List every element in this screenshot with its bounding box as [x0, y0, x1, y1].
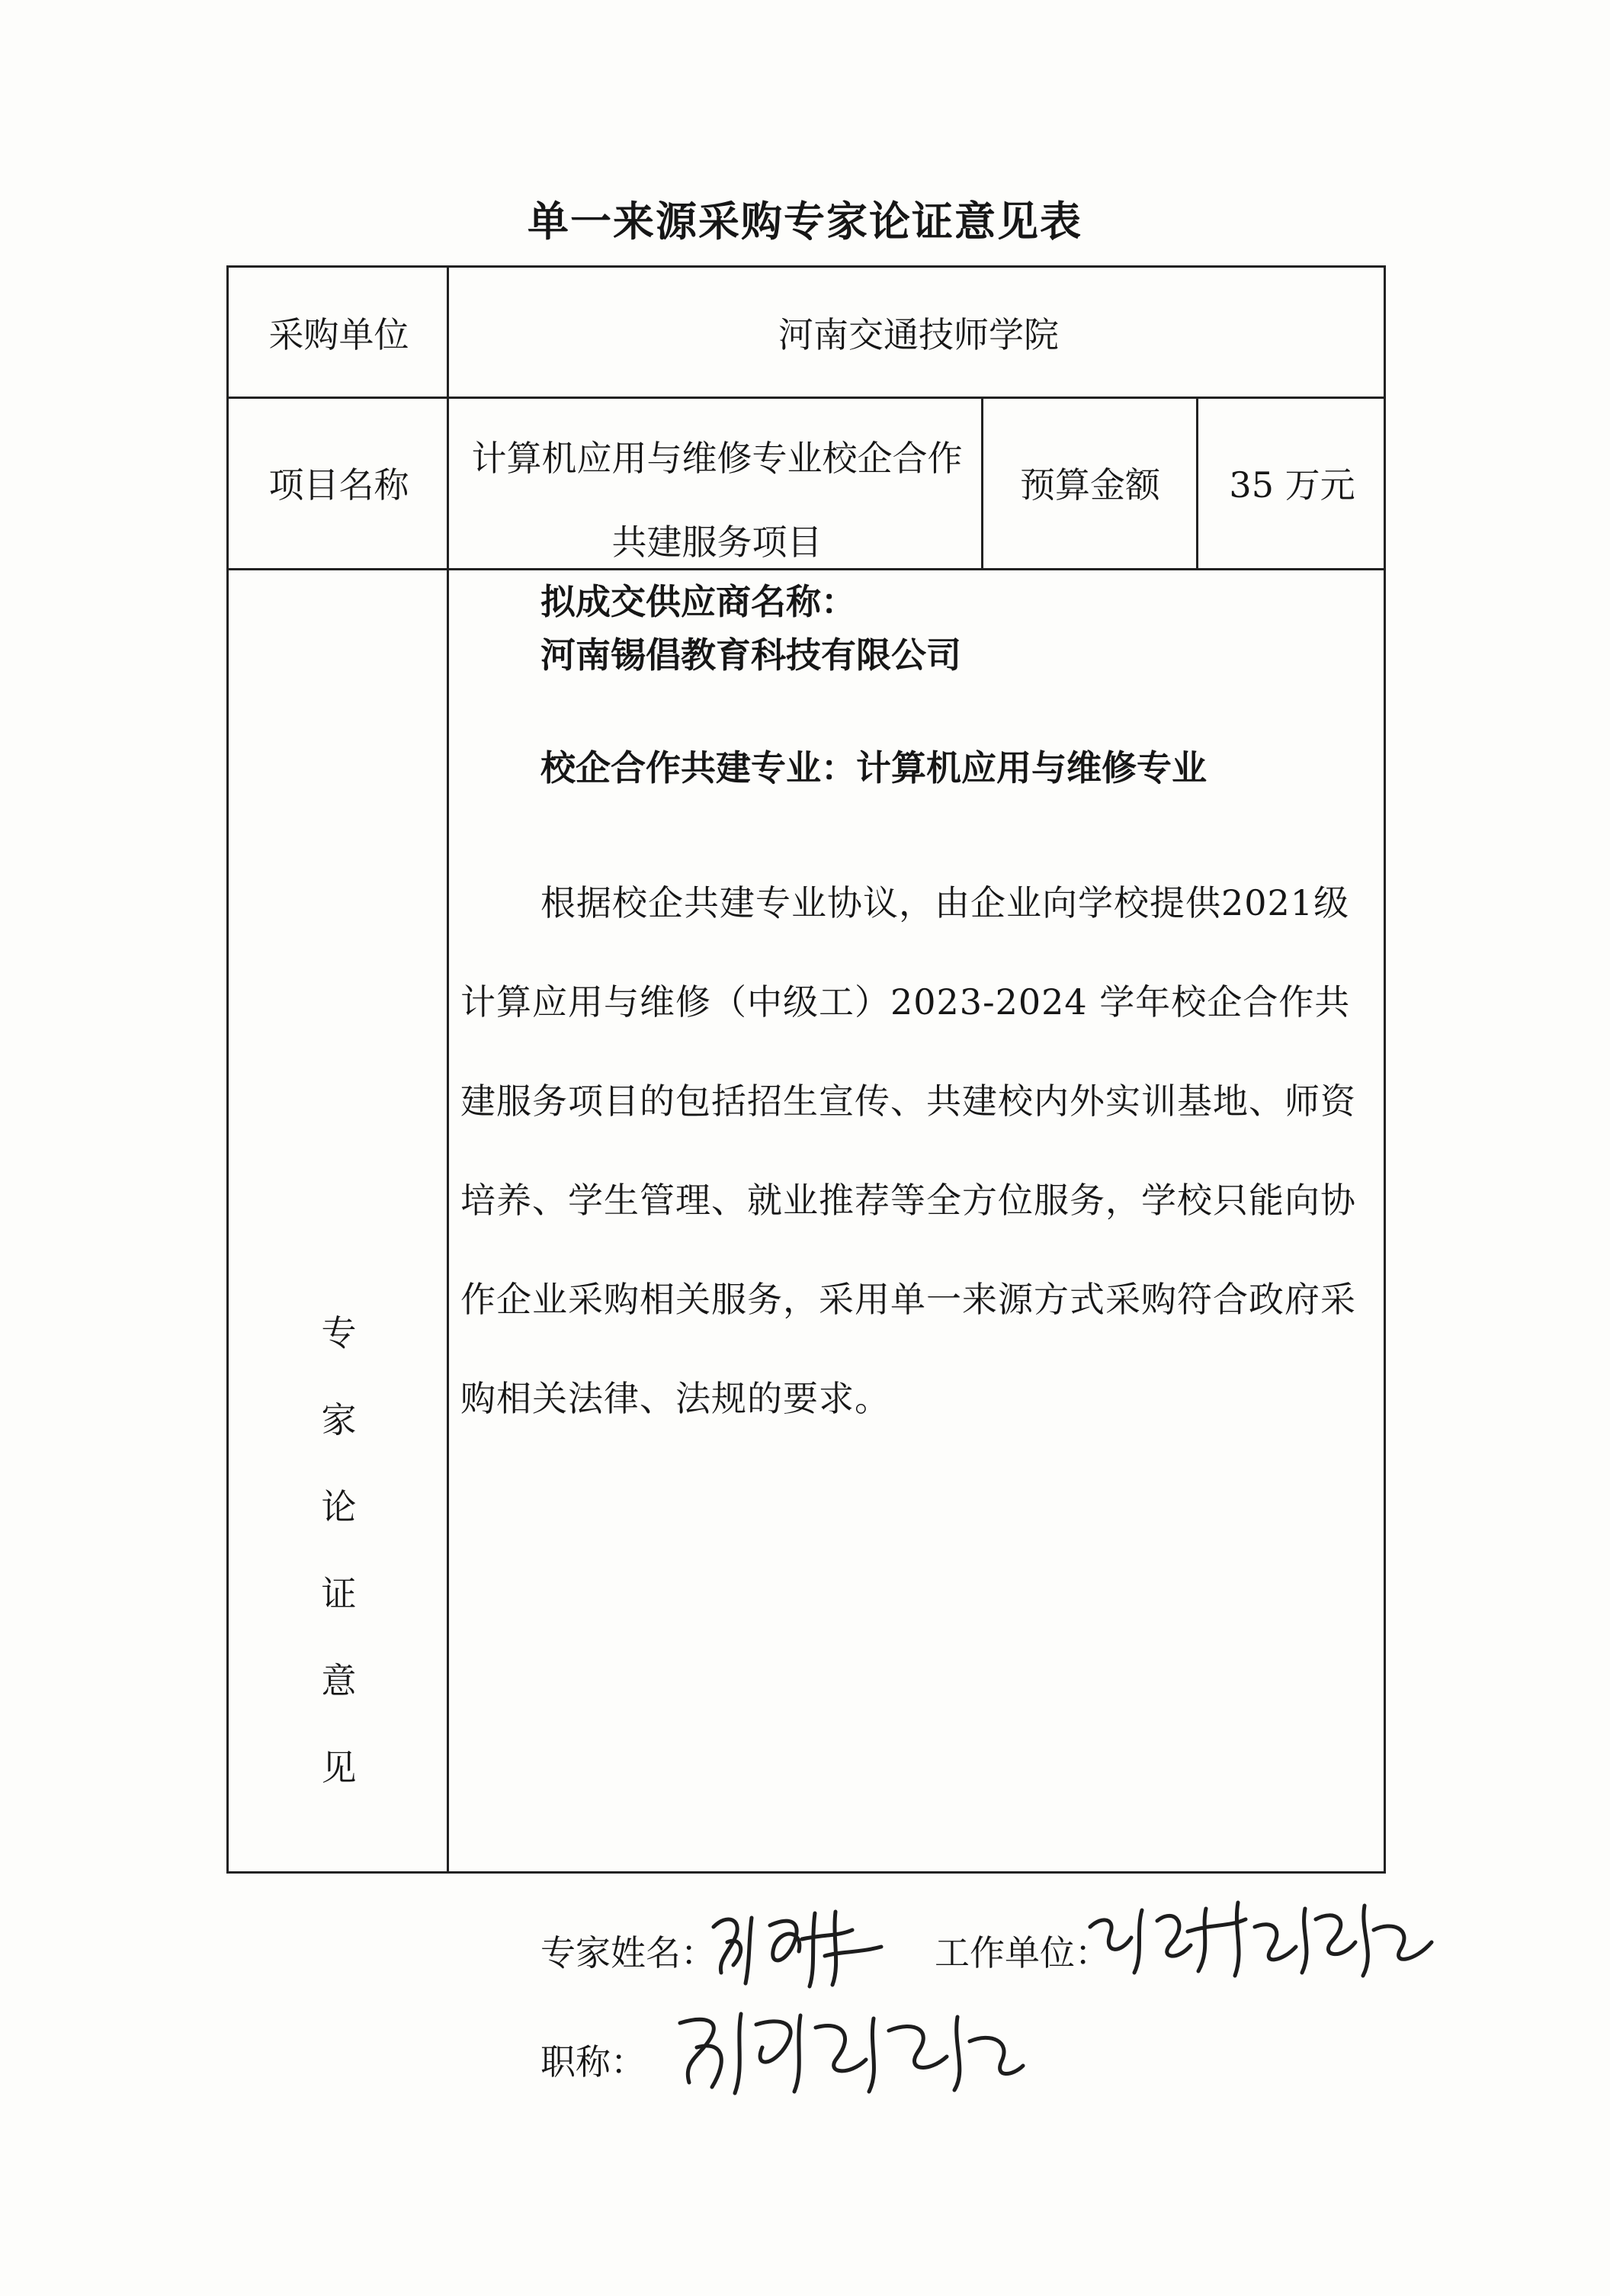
professional-title-signature	[666, 1997, 1025, 2096]
row-divider-purchaser	[229, 397, 1384, 399]
expert-opinion-label	[229, 1289, 449, 1811]
expert-opinion-label-char: 见	[321, 1747, 357, 1788]
purchaser-label: 采购单位	[268, 314, 409, 355]
expert-opinion-label-char: 专	[321, 1312, 357, 1354]
expert-opinion-label-char: 意	[321, 1660, 357, 1701]
purchaser-value: 河南交通技师学院	[778, 314, 1059, 355]
cooperative-major: 校企合作共建专业：计算机应用与维修专业	[540, 747, 1207, 788]
project-name-value: 计算机应用与维修专业校企合作共建服务项目	[471, 438, 963, 563]
expert-name-label: 专家姓名：	[540, 1932, 716, 1973]
expert-name-signature	[704, 1898, 895, 1989]
budget-value: 35 万元	[1229, 464, 1355, 506]
expert-opinion-form	[226, 265, 1386, 2082]
proposed-supplier-name: 河南锡倡教育科技有限公司	[540, 634, 961, 676]
expert-opinion-label-char: 家	[321, 1399, 357, 1440]
project-name-label: 项目名称	[268, 464, 409, 506]
work-unit-signature	[1084, 1887, 1446, 1983]
work-unit-label: 工作单位：	[935, 1932, 1110, 1973]
budget-label: 预算金额	[1020, 464, 1160, 506]
professional-title-label: 职称：	[540, 2041, 646, 2082]
expert-opinion-label-char: 论	[321, 1486, 357, 1527]
opinion-paragraph: 根据校企共建专业协议，由企业向学校提供2021级计算应用与维修（中级工）2023-2024 学年校企合作共建服务项目的包括招生宣传、共建校内外实训基地、师资培养、学生管理、就业推荐等全方位服务，学校只能向协作企业采购相关服务，采用单一来源方式采购符合政府采购相关法律、法规的要求。	[460, 882, 1356, 1419]
expert-opinion-label-char: 证	[321, 1573, 357, 1614]
proposed-supplier-label: 拟成交供应商名称：	[540, 581, 856, 622]
document-title: 单一来源采购专家论证意见表	[528, 197, 1082, 246]
